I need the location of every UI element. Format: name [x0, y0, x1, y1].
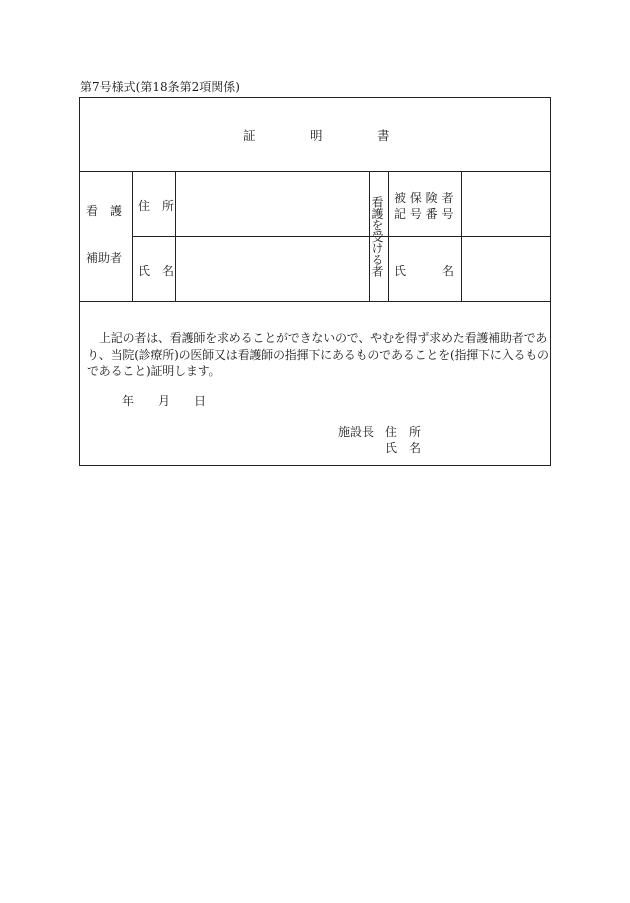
certificate-frame: [79, 97, 551, 466]
certification-statement: 上記の者は、看護師を求めることができないので、やむを得ず求めた看護補助者であり、当院(診療所)の医師又は看護師の指揮下にあるものであることを(指揮下に入るものであること)証明します。: [87, 331, 549, 378]
insured-number-field[interactable]: [462, 172, 550, 236]
assistant-label-line2: 補助者: [86, 251, 123, 265]
title-char-3: 書: [377, 128, 390, 143]
date-line: [122, 392, 206, 409]
recipient-label: 看護を受ける者: [370, 196, 384, 277]
director-name-label: 氏 名: [385, 441, 422, 455]
title-char-1: 証: [243, 128, 256, 143]
name-label: 氏 名: [138, 264, 175, 278]
insured-label-line1: 被 保 険 者: [394, 191, 454, 205]
assistant-label-line1: 看 護: [86, 204, 123, 218]
assistant-address-field[interactable]: [176, 172, 368, 236]
assistant-name-field[interactable]: [176, 237, 368, 301]
recipient-name-label: 氏 名: [394, 264, 455, 278]
date-day: 日: [194, 394, 207, 408]
col-divider-1: [132, 171, 133, 301]
recipient-name-field[interactable]: [462, 237, 550, 301]
col-divider-4: [388, 171, 389, 301]
address-label: 住 所: [138, 199, 175, 213]
insured-label-line2: 記 号 番 号: [394, 207, 454, 221]
title-char-2: 明: [310, 128, 323, 143]
table-bottom-divider: [80, 301, 550, 302]
form-number: 第7号様式(第18条第2項関係): [80, 80, 240, 94]
date-month: 月: [158, 394, 171, 408]
director-address-label: 住 所: [385, 425, 422, 439]
director-label: 施設長: [338, 425, 375, 439]
date-year: 年: [122, 394, 135, 408]
